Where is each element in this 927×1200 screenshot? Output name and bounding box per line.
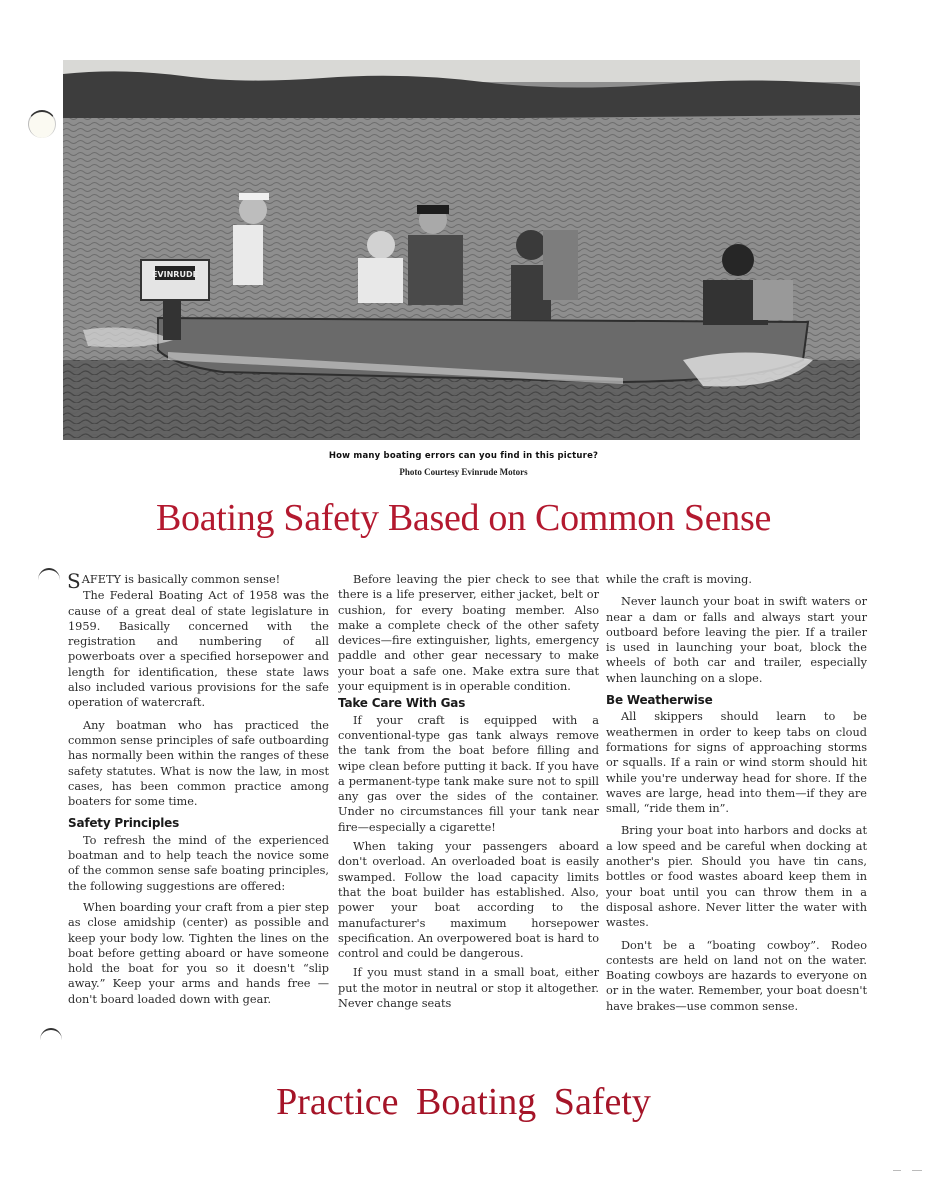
boat-photo <box>63 60 860 440</box>
photo-caption: How many boating errors can you find in this picture? <box>328 451 599 461</box>
paragraph: When boarding your craft from a pier step as close amidship (center) as possible and keep your body low. Tighten the lines on the boat before getting aboard or have someone hold the boat for you so it doesn't “slip away.” Keep your arms and hands free — don't board loaded down with gear. <box>68 900 329 1006</box>
binder-punch-hole-mid <box>38 568 60 592</box>
intro-paragraph <box>67 569 329 593</box>
paragraph: Bring your boat into harbors and docks at a low speed and be careful when docking at another's pier. Should you have tin cans, bottles or food wastes aboard keep them in your boat until you can throw them in a disposal ashore. Never litter the water with wastes. <box>606 824 867 930</box>
article-headline: Boating Safety Based on Common Sense <box>155 497 772 539</box>
paragraph: The Federal Boating Act of 1958 was the cause of a great deal of state legislature in 1959. Basically concerned with the registration and numbering of all powerboats over a specified horsepower and length for identification, these state laws also included various provisions for the safe operation of watercraft. <box>68 589 329 710</box>
paragraph: All skippers should learn to be weathermen in order to keep tabs on cloud formations for signs of approaching storms or squalls. If a rain or wind storm should hit while you're underway head for shore. If the waves are large, head into them—if they are small, “ride them in”. <box>606 710 867 816</box>
paragraph-continued: while the craft is moving. <box>606 573 752 586</box>
paragraph: Before leaving the pier check to see that there is a life preserver, either jacket, belt or cushion, for every boating member. Also make a complete check of the other safety devices—fire extinguisher, lights, emergency paddle and other gear necessary to make your boat a safe one. Make extra sure that your equipment is in operable condition. <box>338 573 599 694</box>
paragraph: When taking your passengers aboard don't overload. An overloaded boat is easily swamped. Follow the load capacity limits that the boat builder has established. Also, power your boat according to the manufacturer's maximum horsepower specification. An overpowered boat is hard to control and could be dangerous. <box>338 840 599 961</box>
paragraph: Never launch your boat in swift waters or near a dam or falls and always start your outboard before leaving the pier. If a trailer is used in launching your boat, block the wheels of both car and trailer, especially when launching on a slope. <box>606 595 867 685</box>
binder-punch-hole-bottom <box>40 1028 62 1052</box>
section-heading-take-care-with-gas: Take Care With Gas <box>338 696 466 711</box>
motor-brand-label: EVINRUDE <box>151 270 199 279</box>
photo-credit: Photo Courtesy Evinrude Motors <box>399 467 528 477</box>
article-column-3 <box>606 572 867 1021</box>
boat-photo-illustration <box>63 60 860 440</box>
article-column-2 <box>338 572 599 1018</box>
paragraph: If you must stand in a small boat, either put the motor in neutral or stop it altogether. Never change seats <box>338 966 599 1011</box>
intro-lead: AFETY is basically common sense! <box>81 573 281 586</box>
footer-slogan: Practice Boating Safety <box>276 1081 651 1123</box>
drop-cap: S <box>67 569 81 593</box>
section-heading-be-weatherwise: Be Weatherwise <box>606 693 713 708</box>
paragraph: Any boatman who has practiced the common sense principles of safe outboarding has normally been within the ranges of these safety statutes. What is now the law, in most cases, has been common practice among boaters for some time. <box>68 718 329 809</box>
paragraph: If your craft is equipped with a conventional-type gas tank always remove the tank from the boat before filling and wipe clean before putting it back. If you have a permanent-type tank make sure not to spill any gas over the sides of the container. Under no circumstances fill your tank near fire—especially a cigarette! <box>338 713 599 834</box>
binder-punch-hole-top <box>28 110 56 138</box>
paragraph: To refresh the mind of the experienced boatman and to help teach the novice some of the common sense safe boating principles, the following suggestions are offered: <box>68 833 329 893</box>
scan-mark <box>893 1170 901 1171</box>
scan-mark <box>912 1170 922 1171</box>
section-heading-safety-principles: Safety Principles <box>68 816 180 831</box>
article-column-1 <box>67 569 329 1014</box>
paragraph: Don't be a “boating cowboy”. Rodeo contests are held on land not on the water. Boating cowboys are hazards to everyone on or in the water. Remember, your boat doesn't have brakes—use common sense. <box>606 938 867 1013</box>
